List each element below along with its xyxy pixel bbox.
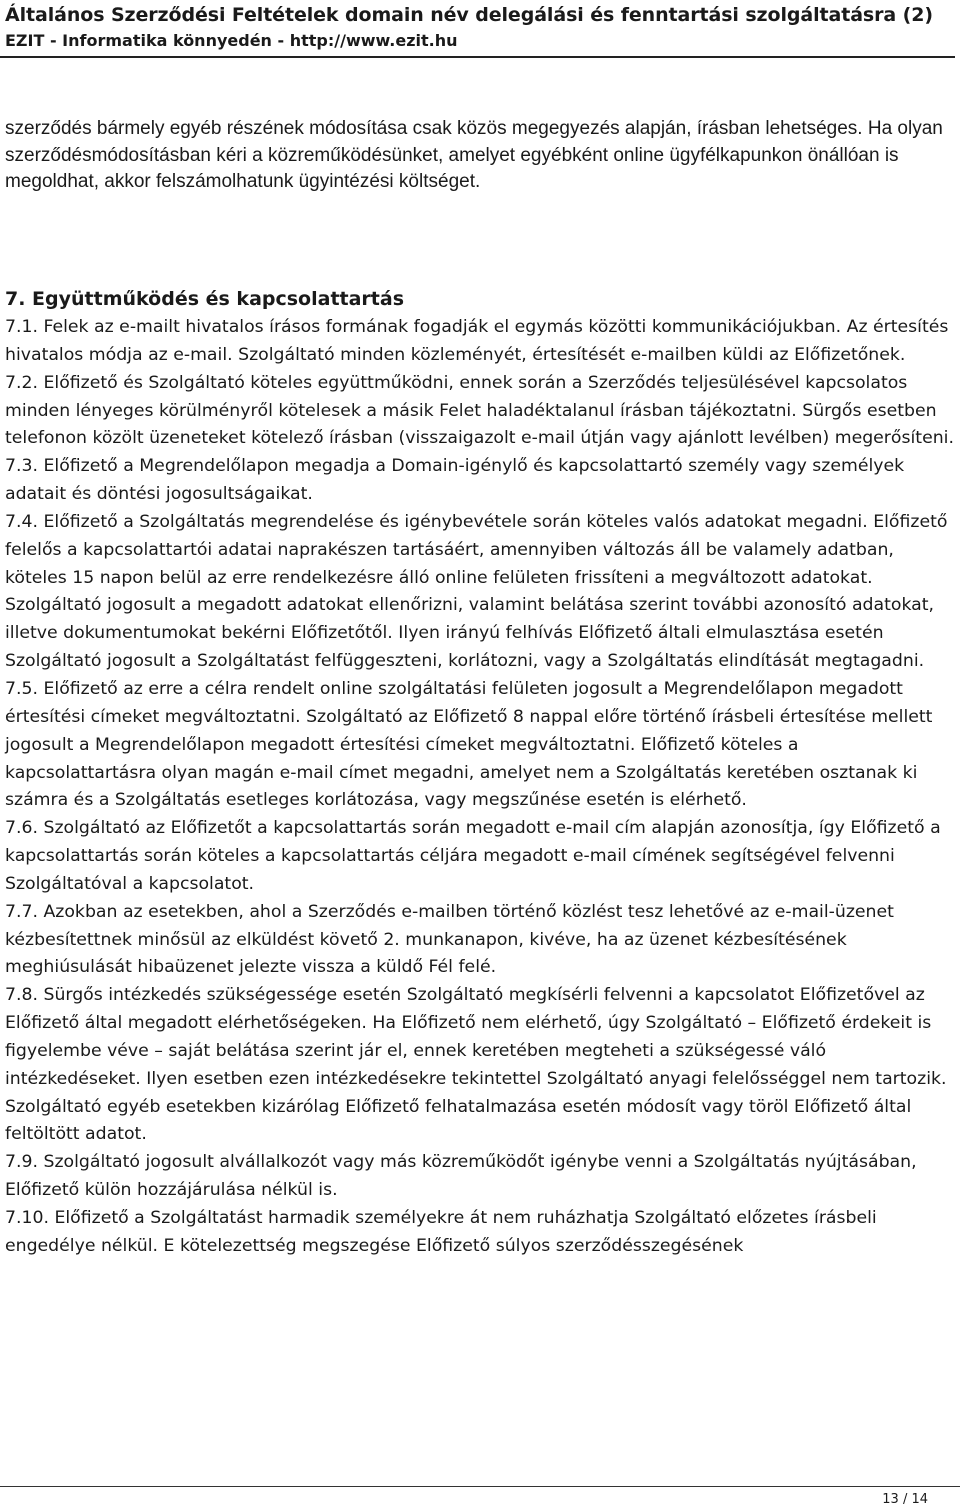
paragraph-7-4: 7.4. Előfizető a Szolgáltatás megrendelése és igénybevétele során köteles valós adatokat megadni. Előfizető felelős a kapcsolattartói adatai naprakészen tartásáért, amennyiben változás áll be valamely adatban, köteles 15 napon belül az erre rendelkezésre álló online felületen frissíteni a megváltozott adatokat. Szolgáltató jogosult a megadott adatokat ellenőrizni, valamint belátása szerint további azonosító adatokat, illetve dokumentumokat bekérni Előfizetőtől. Ilyen irányú felhívás Előfizető általi elmulasztása esetén Szolgáltató jogosult a Szolgáltatást felfüggeszteni, korlátozni, vagy a Szolgáltatás elindítását megtagadni. xyxy=(5,511,948,672)
section-body xyxy=(5,314,955,1261)
paragraph-7-6: 7.6. Szolgáltató az Előfizetőt a kapcsolattartás során megadott e-mail cím alapján azonosítja, így Előfizető a kapcsolattartás során köteles a kapcsolattartás céljára megadott e-mail címének segítségével felvenni Szolgáltatóval a kapcsolatot. xyxy=(5,818,941,894)
section-heading: 7. Együttműködés és kapcsolattartás xyxy=(5,288,405,310)
paragraph-7-2: 7.2. Előfizető és Szolgáltató köteles együttműködni, ennek során a Szerződés teljesülésével kapcsolatos minden lényeges körülményről kötelesek a másik Felet haladéktalanul írásban tájékoztatni. Sürgős esetben telefonon közölt üzeneteket kötelező írásban (visszaigazolt e-mail útján vagy ajánlott levélben) megerősíteni. xyxy=(5,372,954,449)
document-title: Általános Szerződési Feltételek domain név delegálási és fenntartási szolgáltatásra (2) xyxy=(5,4,933,26)
page-number: 13 / 14 xyxy=(882,1492,928,1507)
paragraph-7-10: 7.10. Előfizető a Szolgáltatást harmadik személyekre át nem ruházhatja Szolgáltató előzetes írásbeli engedélye nélkül. E kötelezettség megszegése Előfizető súlyos szerződésszegésének xyxy=(5,1208,877,1256)
paragraph-7-9: 7.9. Szolgáltató jogosult alvállalkozót vagy más közreműködőt igénybe venni a Szolgáltatás nyújtásában, Előfizető külön hozzájárulása nélkül is. xyxy=(5,1152,917,1201)
intro-paragraph: szerződés bármely egyéb részének módosítása csak közös megegyezés alapján, írásban lehetséges. Ha olyan szerződésmódosításban kéri a közreműködésünket, amelyet egyébként online ügyfélkapunkon önállóan is megoldhat, akkor felszámolhatunk ügyintézési költséget. xyxy=(5,118,943,192)
paragraph-7-8: 7.8. Sürgős intézkedés szükségessége esetén Szolgáltató megkísérli felvenni a kapcsolatot Előfizetővel az Előfizető által megadott elérhetőségeken. Ha Előfizető nem elérhető, úgy Szolgáltató – Előfizető érdekeit is figyelembe véve – saját belátása szerint jár el, ennek keretében megteheti a szükségessé váló intézkedéseket. Ilyen esetben ezen intézkedésekre tekintettel Szolgáltató anyagi felelősséggel nem tartozik. Szolgáltató egyéb esetekben kizárólag Előfizető felhatalmazása esetén módosít vagy töröl Előfizető által feltöltött adatot. xyxy=(5,985,947,1145)
paragraph-7-3: 7.3. Előfizető a Megrendelőlapon megadja a Domain-igénylő és kapcsolattartó személy vagy személyek adatait és döntési jogosultságaikat. xyxy=(5,456,905,505)
paragraph-7-5: 7.5. Előfizető az erre a célra rendelt online szolgáltatási felületen jogosult a Megrendelőlapon megadott értesítési címeket megváltoztatni. Szolgáltató az Előfizető 8 nappal előre történő írásbeli értesítése mellett jogosult a Megrendelőlapon megadott értesítési címeket megváltoztatni. Előfizető köteles a kapcsolattartásra olyan magán e-mail címet megadni, amelyet nem a Szolgáltatás keretében osztanak ki számra és a Szolgáltatás esetleges korlátozása, vagy megszűnése esetén is elérhető. xyxy=(5,678,933,811)
paragraph-7-7: 7.7. Azokban az esetekben, ahol a Szerződés e-mailben történő közlést tesz lehetővé az e-mail-üzenet kézbesítettnek minősül az elküldést követő 2. munkanapon, kivéve, ha az üzenet kézbesítésének meghiúsulását hibaüzenet jelezte vissza a küldő Fél felé. xyxy=(5,901,894,978)
paragraph-7-1: 7.1. Felek az e-mailt hivatalos írásos formának fogadják el egymás közötti kommunikációjukban. Az értesítés hivatalos módja az e-mail. Szolgáltató minden közleményét, értesítését e-mailben küldi az Előfizetőnek. xyxy=(5,317,949,365)
header-divider xyxy=(0,56,955,58)
document-subtitle: EZIT - Informatika könnyedén - http://www.ezit.hu xyxy=(5,31,458,50)
page-header xyxy=(5,2,955,52)
footer-divider xyxy=(0,1486,960,1487)
